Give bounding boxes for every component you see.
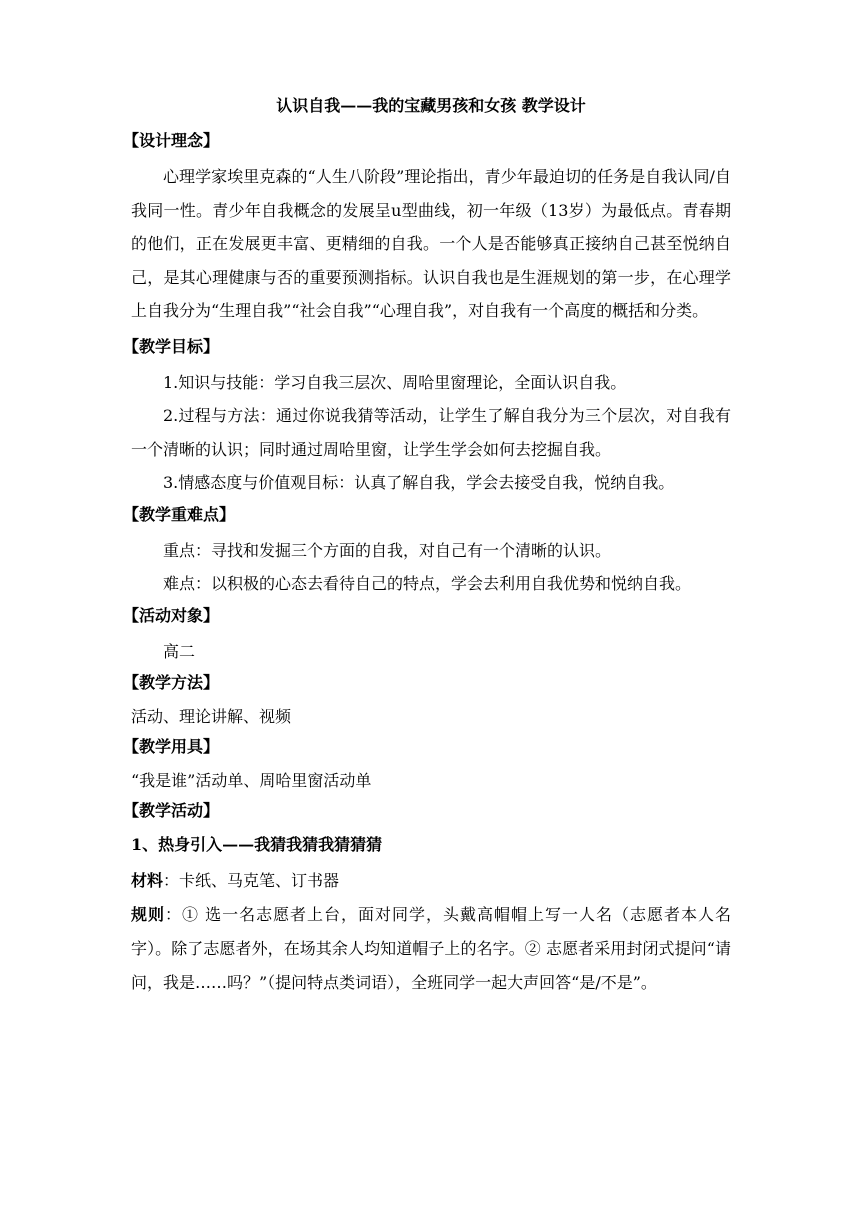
key-point-item-1: 重点：寻找和发掘三个方面的自我，对自己有一个清晰的认识。	[163, 540, 612, 560]
document-title: 认识自我——我的宝藏男孩和女孩 教学设计	[276, 96, 586, 115]
heading-teaching-goals: 【教学目标】	[123, 336, 220, 356]
methods-text: 活动、理论讲解、视频	[131, 707, 292, 726]
goal-item-2: 2.过程与方法：通过你说我猜等活动，让学生了解自我分为三个层次，对自我有一个清晰的认识；同时通过周哈里窗，让学生学会如何去挖掘自我。	[131, 406, 731, 459]
heading-audience: 【活动对象】	[123, 605, 220, 625]
design-concept-text: 心理学家埃里克森的“人生八阶段”理论指出，青少年最迫切的任务是自我认同/自我同一性。青少年自我概念的发展呈u型曲线，初一年级（13岁）为最低点。青春期的他们，正在发展更丰富、更精细的自我。一个人是否能够真正接纳自己甚至悦纳自己，是其心理健康与否的重要预测指标。认识自我也是生涯规划的第一步，在心理学上自我分为“生理自我”“社会自我”“心理自我”，对自我有一个高度的概括和分类。	[131, 167, 731, 320]
materials-label: 材料	[131, 871, 164, 890]
activity-1-materials	[131, 864, 731, 898]
heading-design-concept: 【设计理念】	[123, 131, 220, 150]
heading-tools: 【教学用具】	[123, 737, 220, 756]
tools-text: “我是谁”活动单、周哈里窗活动单	[131, 771, 372, 790]
key-point-item-2: 难点：以积极的心态去看待自己的特点，学会去利用自我优势和悦纳自我。	[163, 574, 692, 593]
activity-1-title: 1、热身引入——我猜我猜我猜猜猜	[131, 835, 383, 854]
document-page	[123, 96, 731, 1000]
activity-1-rules	[131, 898, 731, 1000]
materials-text: ：卡纸、马克笔、订书器	[163, 871, 340, 890]
heading-methods: 【教学方法】	[123, 673, 220, 692]
rules-label: 规则	[131, 905, 165, 924]
rules-text: ：① 选一名志愿者上台，面对同学，头戴高帽帽上写一人名（志愿者本人名字）。除了志愿者外，在场其余人均知道帽子上的名字。② 志愿者采用封闭式提问“请问，我是……吗？”（提问特点类词语），全班同学一起大声回答“是/不是”。	[131, 905, 731, 992]
heading-activities: 【教学活动】	[123, 801, 220, 820]
goal-item-3: 3.情感态度与价值观目标：认真了解自我，学会去接受自我，悦纳自我。	[163, 473, 675, 492]
heading-key-points: 【教学重难点】	[123, 504, 236, 524]
goal-item-1: 1.知识与技能：学习自我三层次、周哈里窗理论，全面认识自我。	[163, 372, 627, 392]
audience-text: 高二	[163, 641, 196, 661]
